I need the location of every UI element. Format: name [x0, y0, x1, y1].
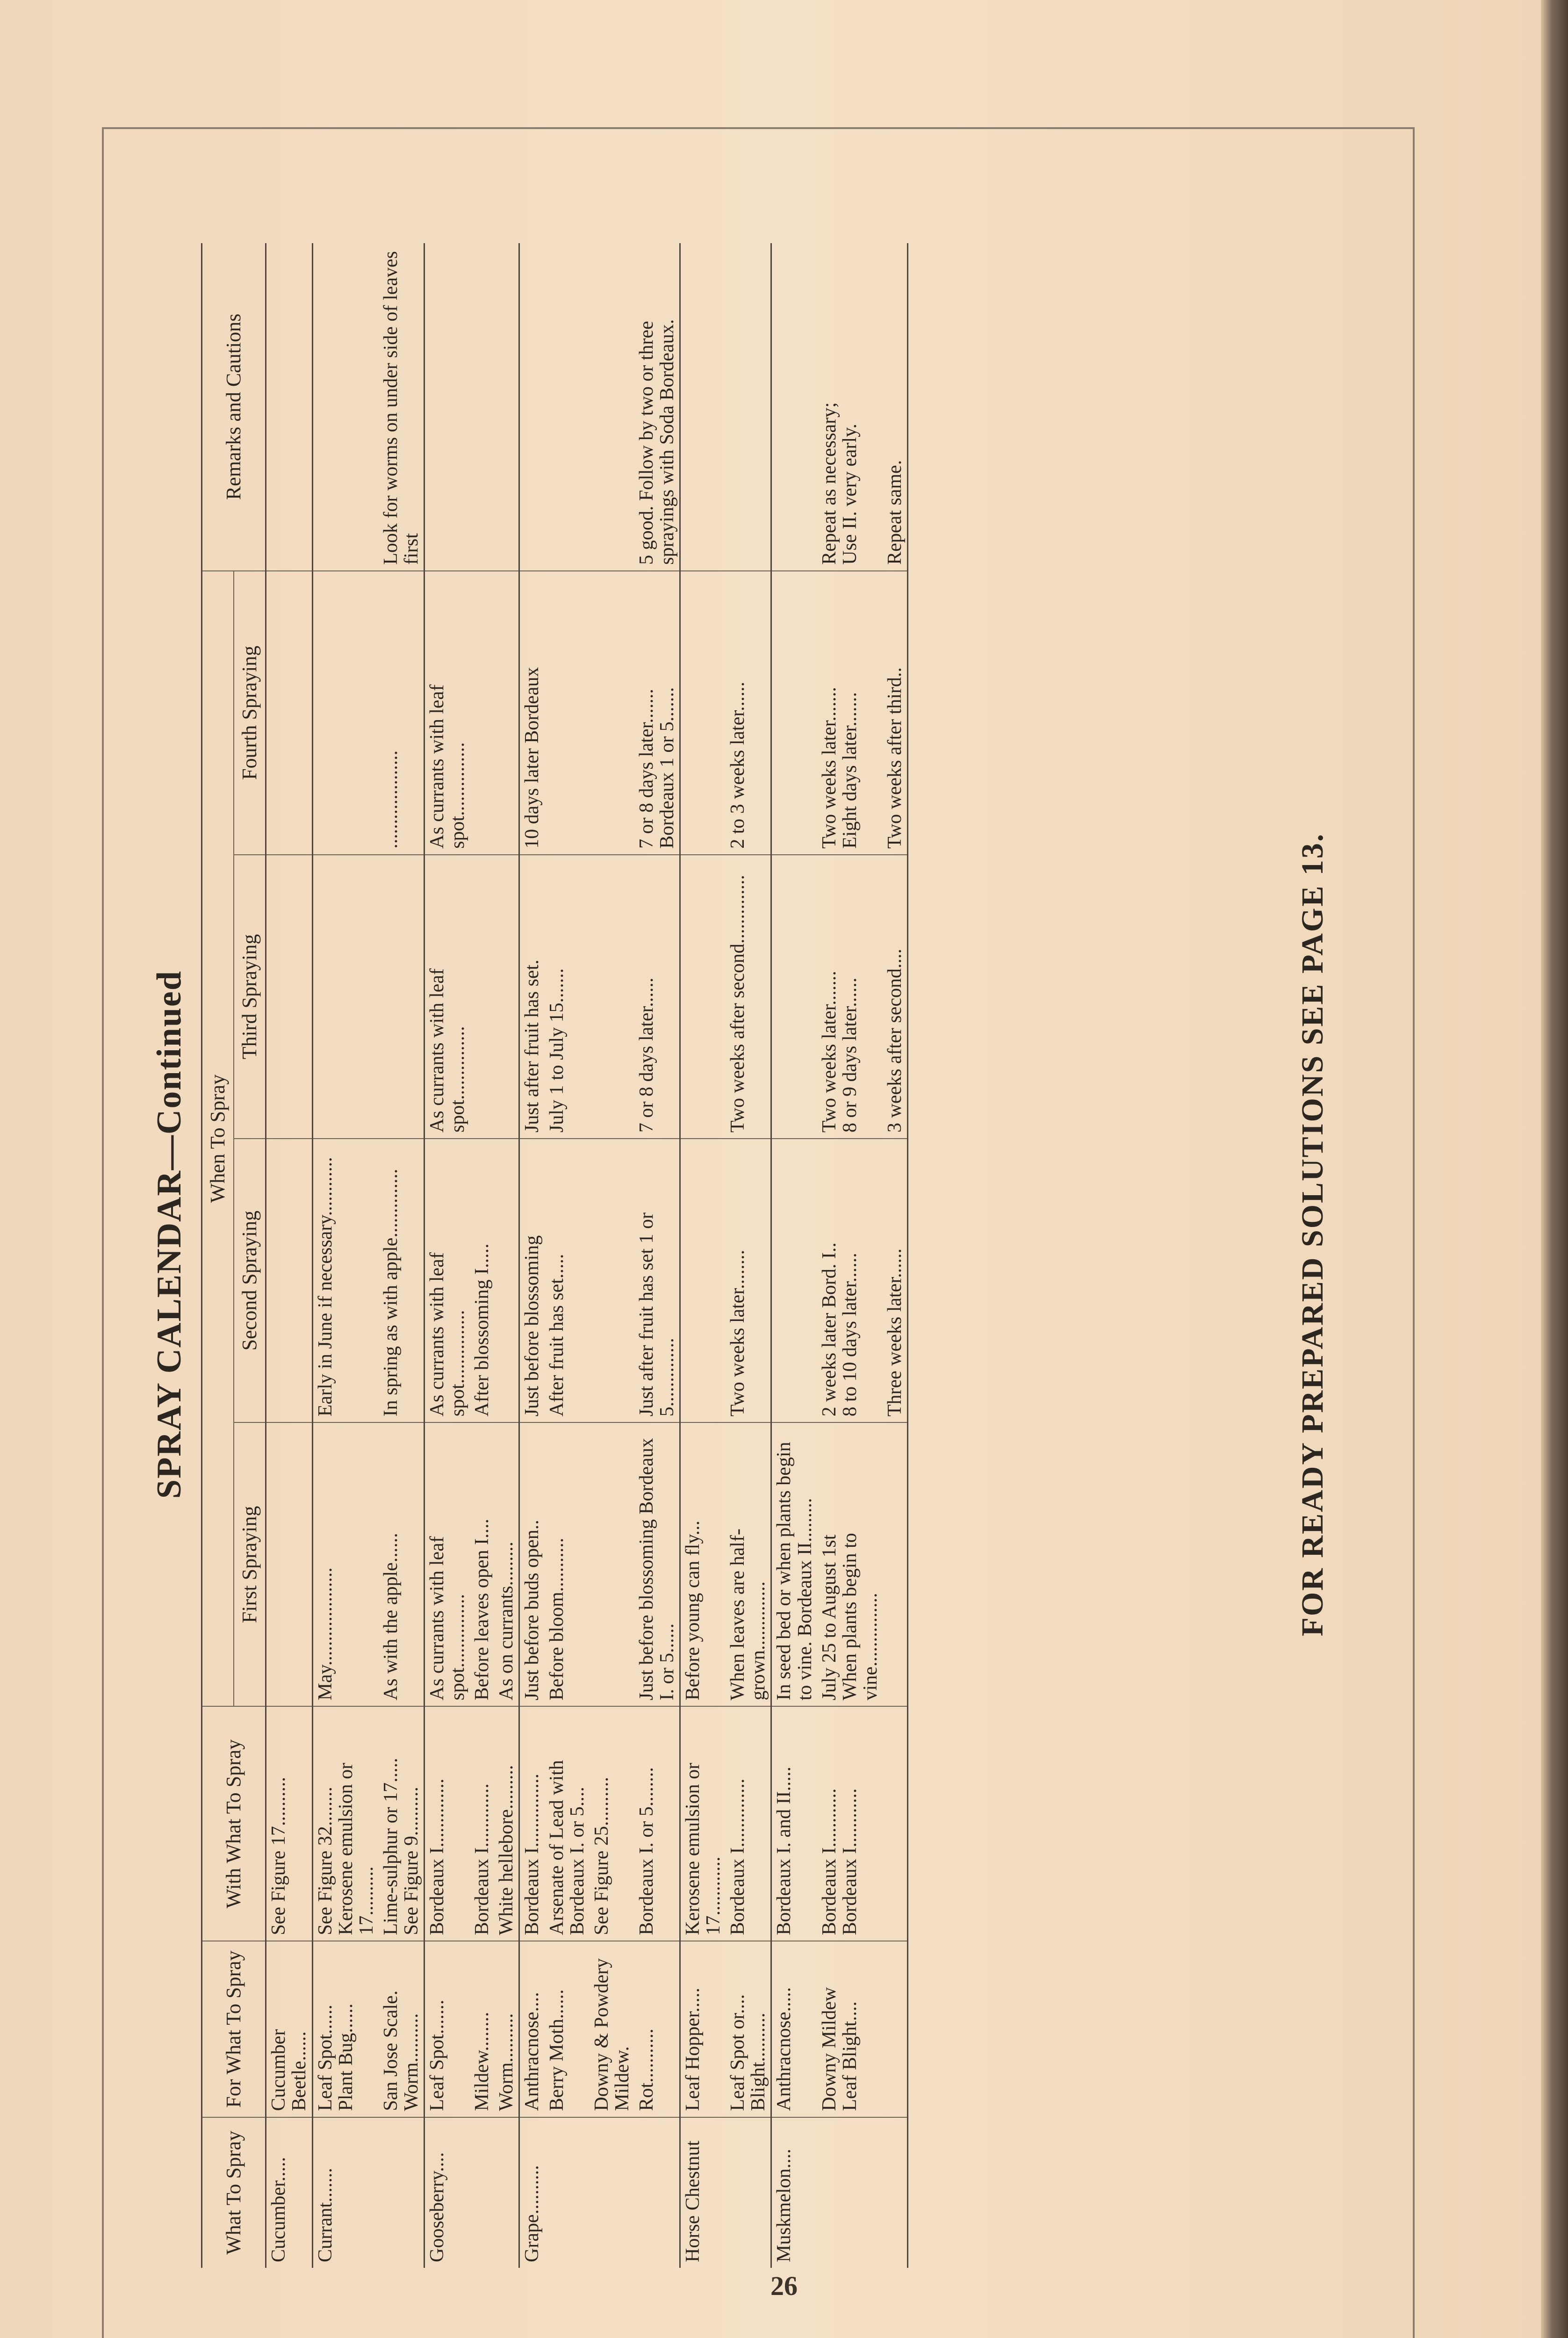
cell-first: As currants with leaf spot............... — [424, 1422, 470, 1706]
cell-fourth: 7 or 8 days later....... Bordeaux 1 or 5....... — [634, 571, 680, 855]
cell-with: White hellebore......... — [494, 1706, 519, 1941]
cell-for: Leaf Spot or.... Blight.......... — [726, 1941, 771, 2117]
table-row — [266, 243, 312, 2268]
cell-for: Worm.......... — [494, 1941, 519, 2117]
cell-for: Downy & Powdery Mildew. — [590, 1941, 634, 2117]
cell-third: Two weeks after second.............. — [726, 855, 771, 1139]
cell-for: Berry Moth...... — [545, 1941, 590, 2117]
cell-first — [883, 1422, 908, 1706]
cell-what — [379, 2117, 424, 2268]
cell-second — [494, 1139, 519, 1422]
cell-third: July 1 to July 15....... — [545, 855, 590, 1139]
cell-what — [494, 2117, 519, 2268]
cell-with: See Figure 32........ Kerosene emulsion or 17.......... — [312, 1706, 379, 1941]
cell-fourth: As currants with leaf spot............... — [424, 571, 470, 855]
cell-with: Lime-sulphur or 17..... See Figure 9.......... — [379, 1706, 424, 1941]
cell-what: Horse Chestnut — [680, 2117, 726, 2268]
cell-for — [883, 1941, 908, 2117]
footer-note: FOR READY PREPARED SOLUTIONS SEE PAGE 13. — [1295, 832, 1330, 1637]
cell-with: Bordeaux I.............. — [726, 1706, 771, 1941]
cell-with: See Figure 25.......... — [590, 1706, 634, 1941]
cell-for: Leaf Hopper..... — [680, 1941, 726, 2117]
cell-fourth: Two weeks after third.. — [883, 571, 908, 855]
cell-remarks: Look for worms on under side of leaves first — [379, 243, 424, 571]
cell-fourth: 2 to 3 weeks later...... — [726, 571, 771, 855]
spray-calendar-table — [201, 243, 908, 2268]
cell-for: Cucumber Beetle...... — [266, 1941, 312, 2117]
cell-third — [590, 855, 634, 1139]
cell-remarks — [680, 243, 726, 571]
cell-remarks — [771, 243, 817, 571]
cell-fourth: Two weeks later....... Eight days later....... — [817, 571, 883, 855]
cell-third — [379, 855, 424, 1139]
table-row — [424, 243, 470, 2268]
cell-for: Leaf Spot...... Plant Bug...... — [312, 1941, 379, 2117]
cell-for: Mildew........ — [470, 1941, 494, 2117]
cell-fourth — [590, 571, 634, 855]
cell-first: Just before buds open.. — [519, 1422, 545, 1706]
cell-remarks — [424, 243, 470, 571]
cell-for: Rot........... — [634, 1941, 680, 2117]
page-title: SPRAY CALENDAR—Continued — [150, 970, 188, 1499]
cell-what: Currant....... — [312, 2117, 379, 2268]
table-row — [312, 243, 379, 2268]
cell-remarks — [726, 243, 771, 571]
cell-third: Two weeks later....... 8 or 9 days later...... — [817, 855, 883, 1139]
cell-second: Two weeks later........ — [726, 1139, 771, 1422]
cell-remarks — [312, 243, 379, 571]
table-row — [494, 243, 519, 2268]
cell-with: Arsenate of Lead with Bordeaux I. or 5.... — [545, 1706, 590, 1941]
cell-third — [680, 855, 726, 1139]
cell-second: Three weeks later...... — [883, 1139, 908, 1422]
cell-with: Bordeaux I............ Bordeaux I............ — [817, 1706, 883, 1941]
cell-third — [470, 855, 494, 1139]
cell-second — [771, 1139, 817, 1422]
table-row — [680, 243, 726, 2268]
cell-remarks: Repeat as necessary; Use II. very early. — [817, 243, 883, 571]
cell-what — [545, 2117, 590, 2268]
table-body — [266, 243, 908, 2268]
cell-what: Muskmelon.... — [771, 2117, 817, 2268]
cell-with: Bordeaux I. or 5........ — [634, 1706, 680, 1941]
cell-for: Anthracnose..... — [771, 1941, 817, 2117]
cell-for: Leaf Spot....... — [424, 1941, 470, 2117]
table-row — [634, 243, 680, 2268]
cell-what — [590, 2117, 634, 2268]
cell-second: After blossoming I..... — [470, 1139, 494, 1422]
header-with-what: With What To Spray — [202, 1706, 266, 1941]
cell-first: July 25 to August 1st When plants begin to vine............... — [817, 1422, 883, 1706]
cell-first: As with the apple...... — [379, 1422, 424, 1706]
cell-second: Just before blossoming — [519, 1139, 545, 1422]
cell-remarks — [470, 243, 494, 571]
table-row — [883, 243, 908, 2268]
cell-remarks — [519, 243, 545, 571]
cell-fourth: .................... — [379, 571, 424, 855]
cell-third: Just after fruit has set. — [519, 855, 545, 1139]
header-first: First Spraying — [234, 1422, 266, 1706]
header-third: Third Spraying — [234, 855, 266, 1139]
table-row — [379, 243, 424, 2268]
cell-third: 3 weeks after second.... — [883, 855, 908, 1139]
cell-remarks: Repeat same. — [883, 243, 908, 571]
header-what: What To Spray — [202, 2117, 266, 2268]
cell-remarks — [545, 243, 590, 571]
cell-with: Bordeaux I............... — [519, 1706, 545, 1941]
cell-first: Before young can fly... — [680, 1422, 726, 1706]
cell-second: In spring as with apple.............. — [379, 1139, 424, 1422]
cell-first: As on currants......... — [494, 1422, 519, 1706]
cell-first: May.................... — [312, 1422, 379, 1706]
cell-what — [470, 2117, 494, 2268]
cell-third — [494, 855, 519, 1139]
cell-third — [771, 855, 817, 1139]
cell-fourth: 10 days later Bordeaux — [519, 571, 545, 855]
cell-second — [590, 1139, 634, 1422]
cell-second: After fruit has set..... — [545, 1139, 590, 1422]
header-for-what: For What To Spray — [202, 1941, 266, 2117]
cell-remarks — [266, 243, 312, 571]
cell-fourth — [680, 571, 726, 855]
cell-remarks: 5 good. Follow by two or three sprayings with Soda Bordeaux. — [634, 243, 680, 571]
cell-with: Bordeaux I. and II..... — [771, 1706, 817, 1941]
cell-third — [312, 855, 379, 1139]
cell-what — [726, 2117, 771, 2268]
rotated-table-area — [108, 131, 1407, 2338]
cell-first: Before bloom........... — [545, 1422, 590, 1706]
cell-with: Bordeaux I.............. — [424, 1706, 470, 1941]
cell-first: Just before blossoming Bordeaux I. or 5...... — [634, 1422, 680, 1706]
cell-fourth — [771, 571, 817, 855]
cell-what — [634, 2117, 680, 2268]
cell-for: Downy Mildew Leaf Blight.... — [817, 1941, 883, 2117]
cell-what: Grape.......... — [519, 2117, 545, 2268]
cell-fourth — [266, 571, 312, 855]
cell-with — [883, 1706, 908, 1941]
page-number: 26 — [770, 2271, 798, 2301]
page-edge-shadow — [1541, 0, 1568, 2338]
cell-second: As currants with leaf spot............... — [424, 1139, 470, 1422]
cell-first: Before leaves open I.... — [470, 1422, 494, 1706]
cell-remarks — [494, 243, 519, 571]
cell-second: Just after fruit has set 1 or 5.............. — [634, 1139, 680, 1422]
header-second: Second Spraying — [234, 1139, 266, 1422]
cell-what — [817, 2117, 883, 2268]
table-row — [726, 243, 771, 2268]
cell-second — [680, 1139, 726, 1422]
cell-for: Anthracnose.... — [519, 1941, 545, 2117]
header-fourth: Fourth Spraying — [234, 571, 266, 855]
cell-first — [590, 1422, 634, 1706]
table-row — [590, 243, 634, 2268]
cell-with: Bordeaux I............. — [470, 1706, 494, 1941]
cell-fourth — [470, 571, 494, 855]
cell-third — [266, 855, 312, 1139]
cell-fourth — [494, 571, 519, 855]
cell-first: In seed bed or when plants begin to vine. Bordeaux II......... — [771, 1422, 817, 1706]
cell-what: Gooseberry.... — [424, 2117, 470, 2268]
table-row — [470, 243, 494, 2268]
cell-fourth — [312, 571, 379, 855]
cell-first: When leaves are half-grown.............. — [726, 1422, 771, 1706]
cell-with: See Figure 17.......... — [266, 1706, 312, 1941]
table-row — [817, 243, 883, 2268]
cell-first — [266, 1422, 312, 1706]
cell-second: Early in June if necessary............ — [312, 1139, 379, 1422]
cell-with: Kerosene emulsion or 17............ — [680, 1706, 726, 1941]
cell-second: 2 weeks later Bord. I.. 8 to 10 days later...... — [817, 1139, 883, 1422]
cell-for: San Jose Scale. Worm.......... — [379, 1941, 424, 2117]
cell-second — [266, 1139, 312, 1422]
cell-remarks — [590, 243, 634, 571]
header-when: When To Spray — [202, 571, 234, 1707]
cell-third: 7 or 8 days later...... — [634, 855, 680, 1139]
cell-what: Cucumber..... — [266, 2117, 312, 2268]
cell-what — [883, 2117, 908, 2268]
header-remarks: Remarks and Cautions — [202, 243, 266, 571]
table-row — [545, 243, 590, 2268]
cell-third: As currants with leaf spot............... — [424, 855, 470, 1139]
table-row — [519, 243, 545, 2268]
cell-fourth — [545, 571, 590, 855]
table-row — [771, 243, 817, 2268]
